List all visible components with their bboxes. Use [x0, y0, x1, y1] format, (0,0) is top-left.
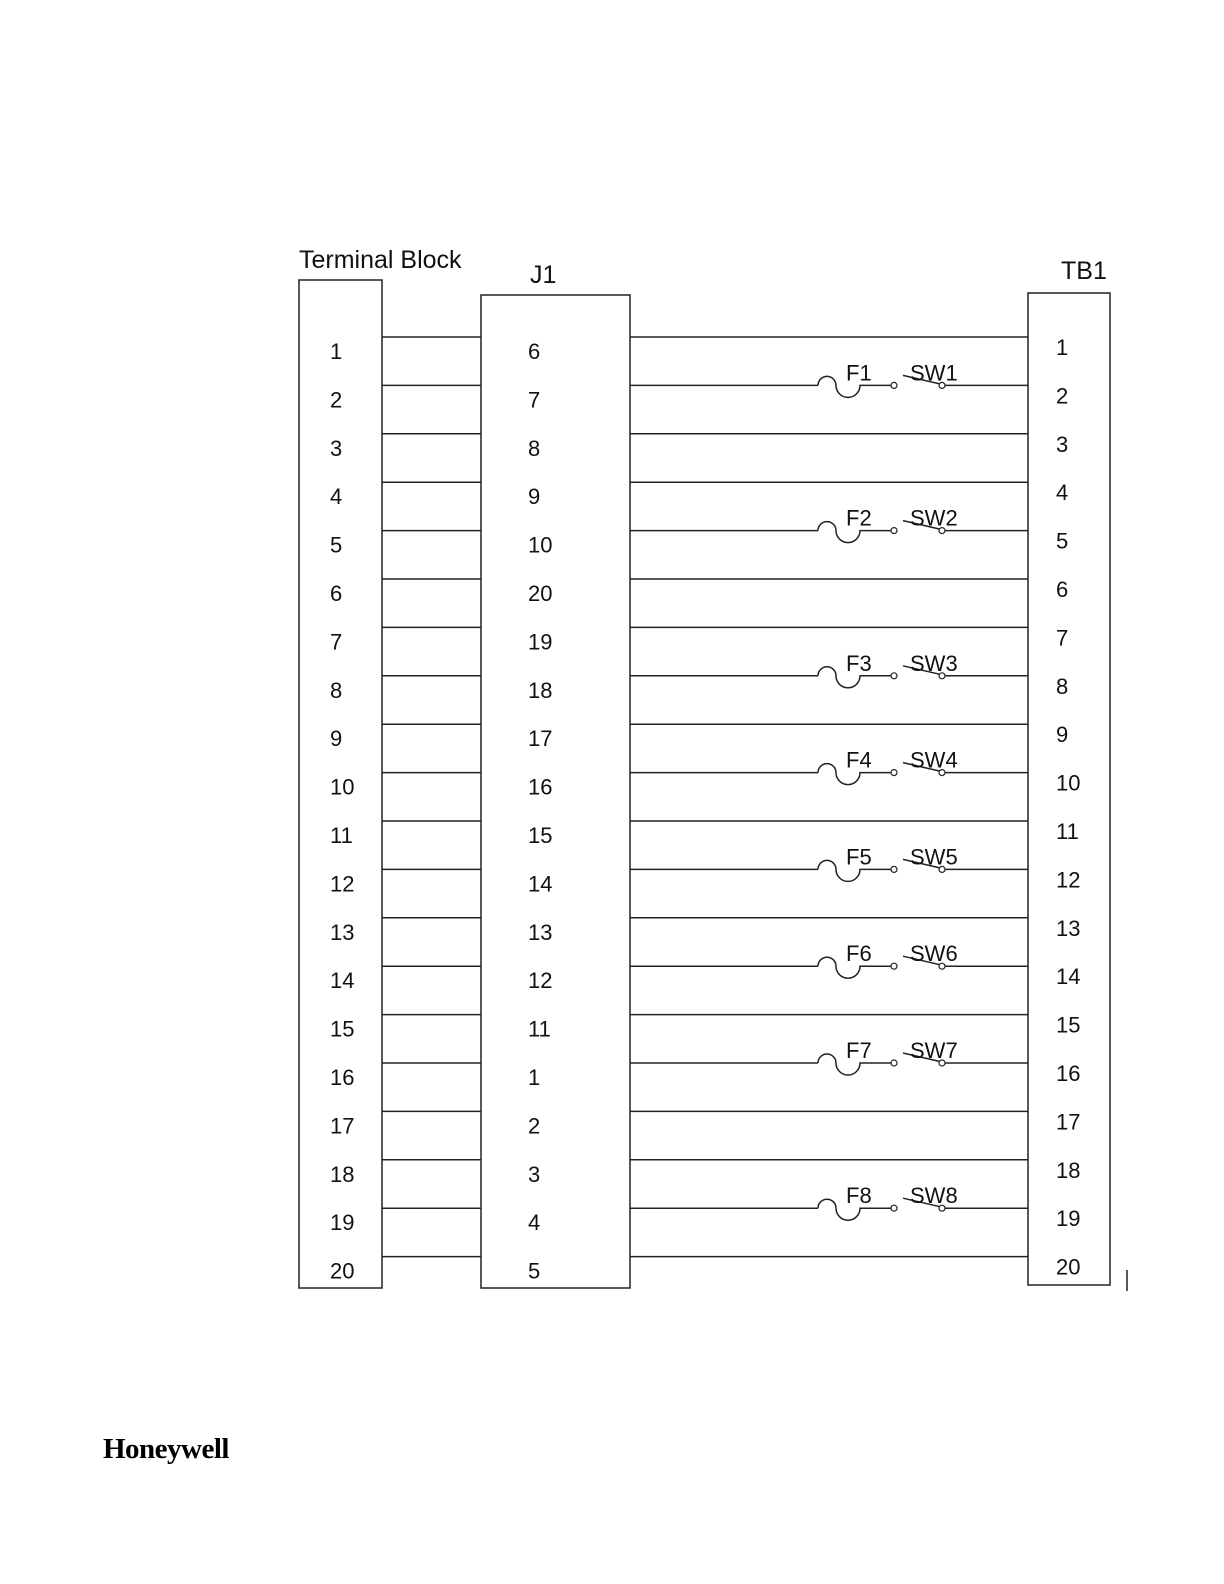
tb1-pin-label: 13 [1056, 915, 1081, 941]
j1-pin-label: 12 [528, 968, 553, 994]
j1-pin-label: 10 [528, 532, 553, 558]
pin-labels-layer [330, 335, 1080, 1284]
terminal-block-pin-label: 4 [330, 484, 343, 510]
j1-pin-label: 3 [528, 1161, 541, 1187]
j1-pin-label: 15 [528, 823, 553, 848]
fused-circuit-f2 [630, 506, 1028, 543]
terminal-block-pin-label: 19 [330, 1210, 355, 1236]
j1-pin-label: 2 [528, 1113, 541, 1139]
tb1-pin-label: 2 [1056, 383, 1069, 409]
j1-pin-label: 11 [528, 1016, 551, 1042]
tb1-pin-label: 3 [1056, 431, 1069, 457]
terminal-block-pin-label: 5 [330, 532, 343, 558]
tb1-pin-label: 19 [1056, 1206, 1081, 1232]
switch-contact-icon [891, 866, 897, 872]
j1-pin-label: 17 [528, 726, 553, 752]
fuse-label: F7 [846, 1038, 872, 1063]
tb1-pin-label: 1 [1056, 335, 1069, 360]
terminal-block-pin-label: 2 [330, 387, 343, 413]
j1-connector-box [481, 295, 630, 1288]
tb1-pin-label: 18 [1056, 1157, 1081, 1183]
j1-pin-label: 6 [528, 339, 541, 364]
tb1-title: TB1 [1061, 257, 1107, 285]
switch-contact-icon [891, 673, 897, 679]
terminal-block-pin-label: 11 [330, 823, 353, 848]
j1-pin-label: 5 [528, 1258, 541, 1284]
switch-label: SW3 [910, 650, 958, 676]
terminal-block-pin-label: 17 [330, 1113, 355, 1139]
wires-layer [382, 337, 1028, 1257]
terminal-block-pin-label: 16 [330, 1065, 355, 1090]
switch-contact-icon [891, 963, 897, 969]
tb1-pin-label: 14 [1056, 964, 1081, 990]
terminal-block-pin-label: 14 [330, 968, 355, 994]
fused-circuit-f8 [630, 1183, 1028, 1220]
tb1-pin-label: 20 [1056, 1254, 1081, 1280]
switch-label: SW1 [910, 360, 958, 386]
fused-circuit-f1 [630, 360, 1028, 397]
switch-contact-icon [891, 528, 897, 534]
terminal-block-pin-label: 15 [330, 1016, 355, 1042]
j1-pin-label: 20 [528, 581, 553, 606]
terminal-block-pin-label: 3 [330, 435, 343, 461]
fuse-label: F4 [846, 747, 872, 773]
switch-contact-icon [891, 770, 897, 776]
fuse-switch-layer [630, 360, 1028, 1220]
fuse-label: F6 [846, 941, 872, 967]
j1-pin-label: 14 [528, 871, 553, 897]
fused-circuit-f4 [630, 748, 1028, 785]
switch-label: SW6 [910, 941, 958, 967]
terminal-block-pin-label: 8 [330, 677, 343, 703]
tb1-pin-label: 12 [1056, 867, 1081, 893]
terminal-block-pin-label: 13 [330, 919, 355, 945]
switch-contact-icon [891, 382, 897, 388]
fused-circuit-f5 [630, 844, 1028, 881]
j1-pin-label: 7 [528, 387, 541, 413]
tb1-pin-label: 6 [1056, 577, 1069, 602]
switch-label: SW5 [910, 844, 958, 870]
j1-pin-label: 16 [528, 774, 553, 800]
terminal-block-pin-label: 12 [330, 871, 355, 897]
switch-contact-icon [891, 1205, 897, 1211]
fused-circuit-f6 [630, 941, 1028, 978]
terminal-block-pin-label: 20 [330, 1258, 355, 1284]
terminal-block-pin-label: 7 [330, 629, 343, 655]
j1-pin-label: 13 [528, 919, 553, 945]
switch-label: SW2 [910, 505, 958, 531]
terminal-block-pin-label: 1 [330, 339, 343, 364]
fused-circuit-f7 [630, 1038, 1028, 1075]
fuse-label: F5 [846, 844, 872, 870]
switch-label: SW7 [910, 1038, 958, 1063]
switch-contact-icon [891, 1060, 897, 1066]
j1-title: J1 [530, 261, 557, 289]
terminal-block-pin-label: 9 [330, 726, 343, 752]
fused-circuit-f3 [630, 651, 1028, 688]
tb1-pin-label: 4 [1056, 480, 1069, 506]
terminal-block-pin-label: 18 [330, 1161, 355, 1187]
honeywell-logo: Honeywell [103, 1433, 229, 1465]
fuse-label: F3 [846, 650, 872, 676]
tb1-pin-label: 17 [1056, 1109, 1081, 1135]
j1-pin-label: 18 [528, 677, 553, 703]
j1-pin-label: 8 [528, 435, 541, 461]
fuse-label: F2 [846, 505, 872, 531]
tb1-pin-label: 7 [1056, 625, 1069, 651]
tb1-pin-label: 9 [1056, 722, 1069, 748]
tb1-pin-label: 10 [1056, 770, 1081, 796]
tb1-pin-label: 5 [1056, 528, 1069, 554]
switch-label: SW4 [910, 747, 958, 773]
switch-label: SW8 [910, 1183, 958, 1209]
j1-pin-label: 19 [528, 629, 553, 655]
j1-pin-label: 9 [528, 484, 541, 510]
tb1-pin-label: 8 [1056, 673, 1069, 699]
fuse-label: F1 [846, 360, 872, 386]
tb1-pin-label: 15 [1056, 1012, 1081, 1038]
tb1-pin-label: 16 [1056, 1061, 1081, 1086]
terminal-block-pin-label: 6 [330, 581, 343, 606]
terminal-block-title: Terminal Block [299, 246, 462, 274]
j1-pin-label: 4 [528, 1210, 541, 1236]
tb1-pin-label: 11 [1056, 819, 1079, 844]
terminal-block-pin-label: 10 [330, 774, 355, 800]
fuse-label: F8 [846, 1183, 872, 1209]
j1-pin-label: 1 [528, 1065, 541, 1090]
